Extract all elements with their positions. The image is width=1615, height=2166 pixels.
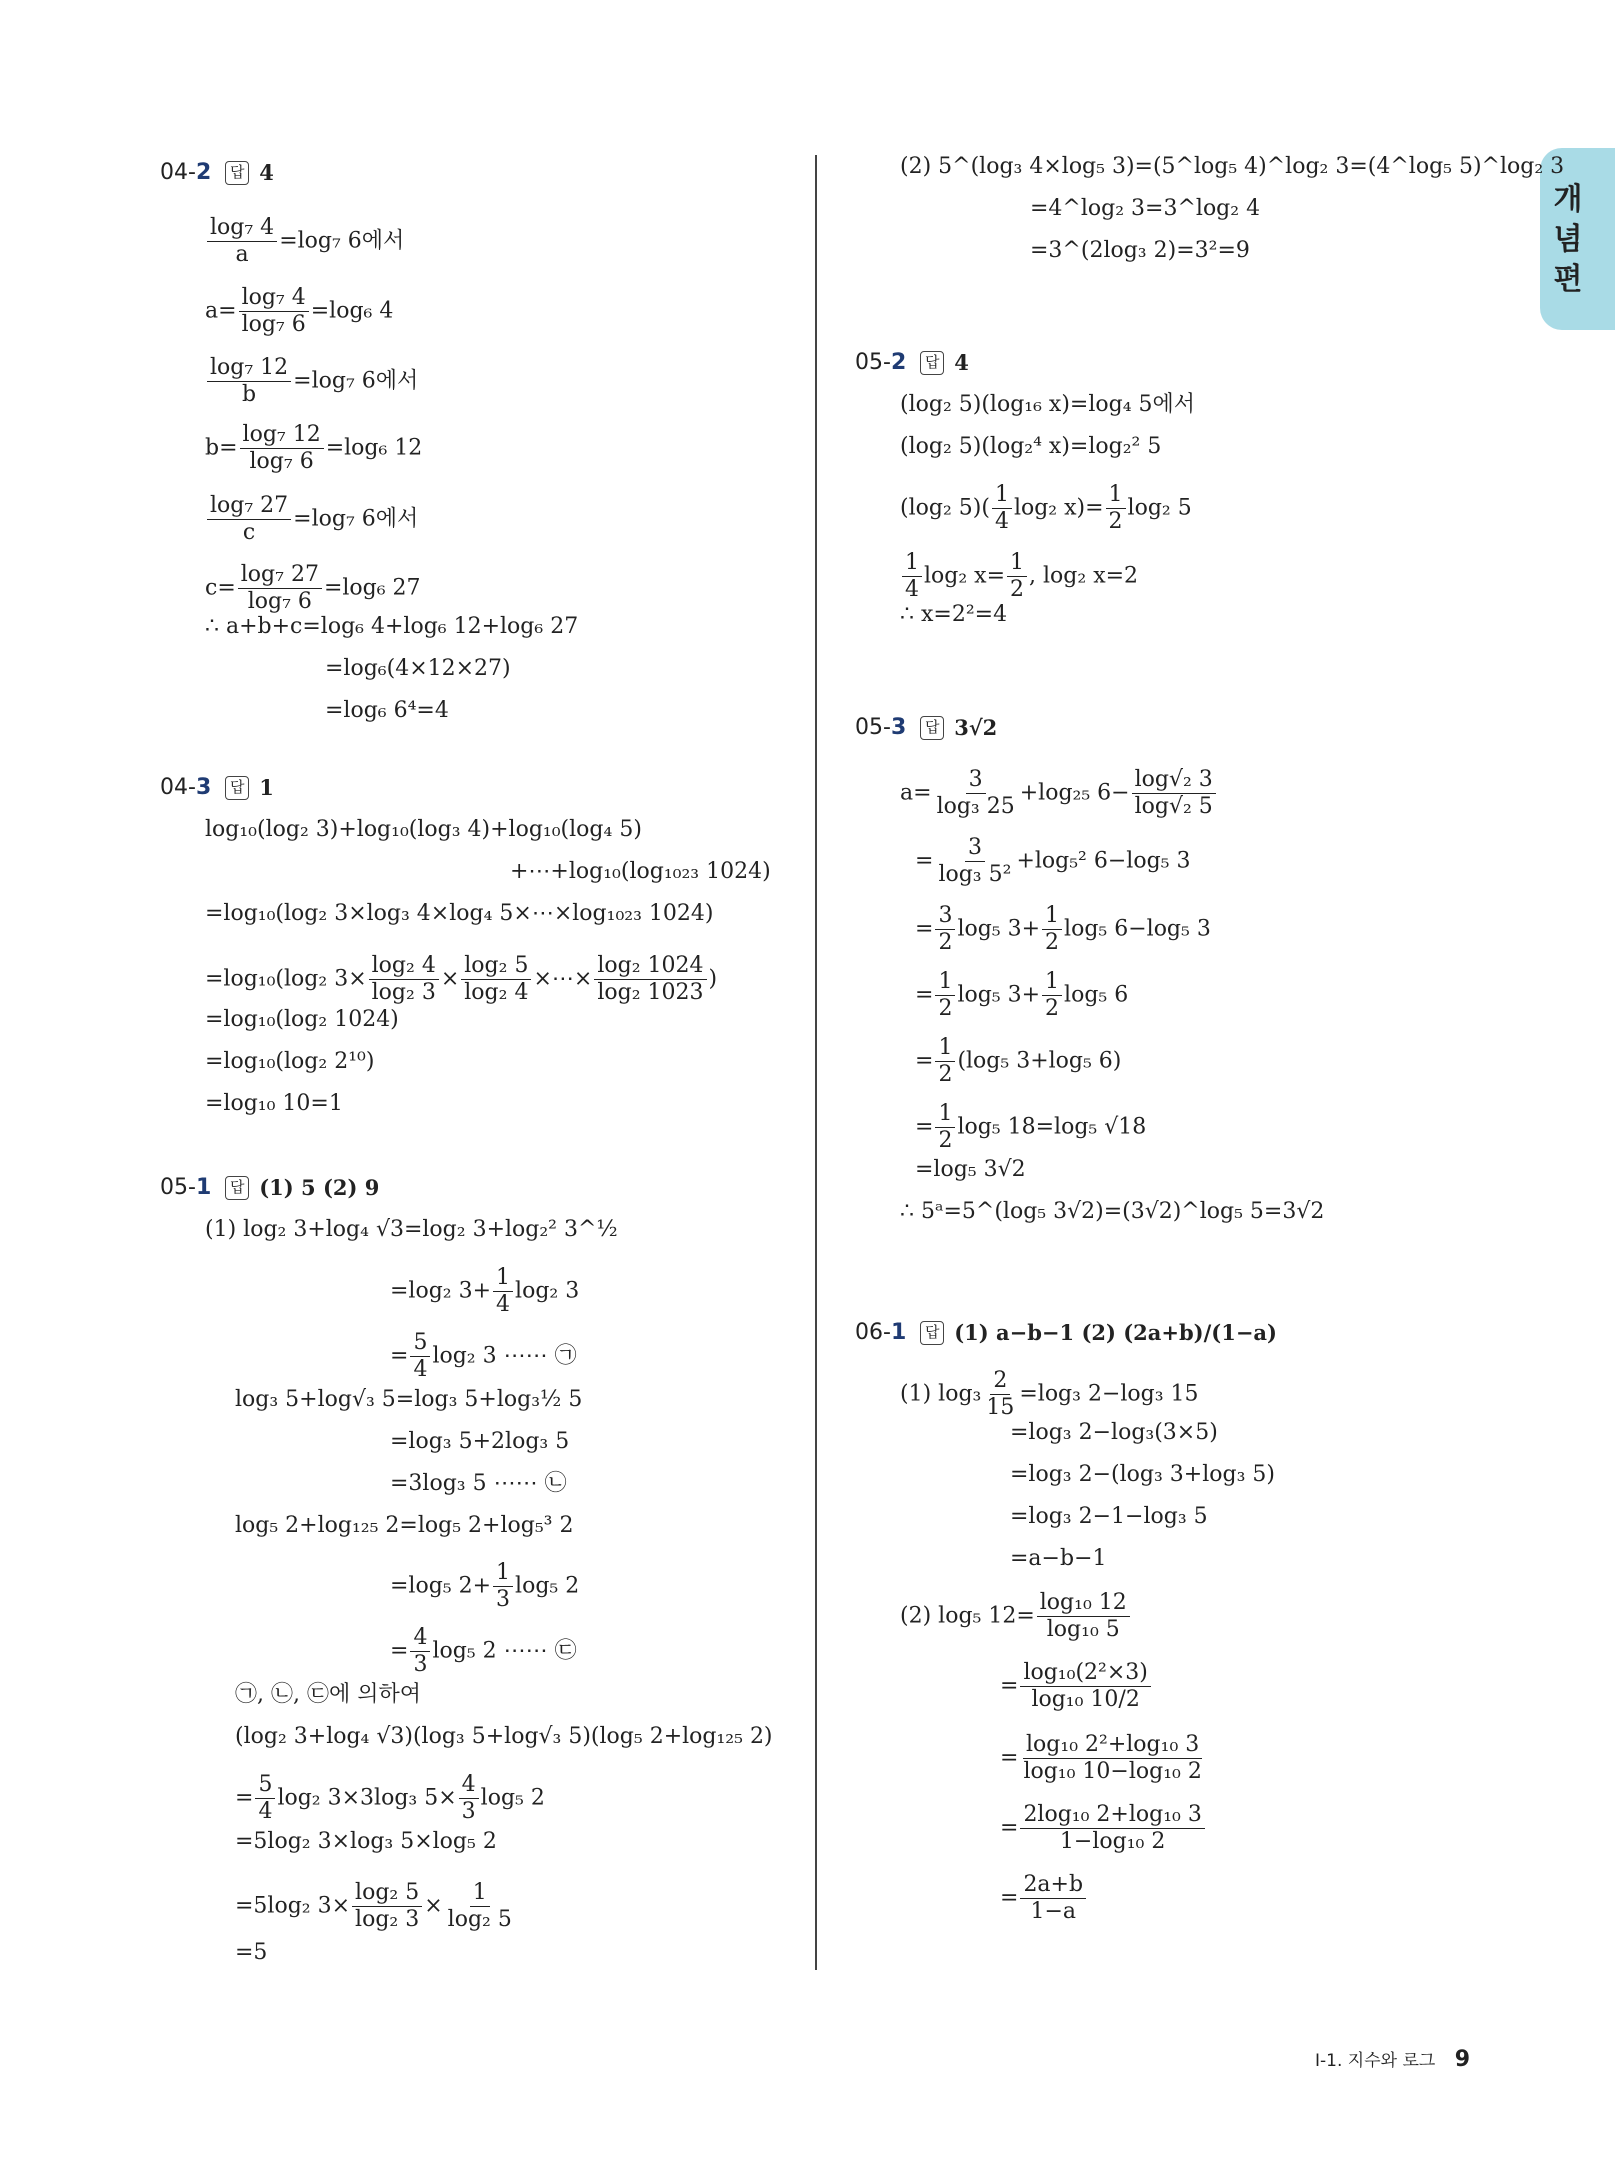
answer-value: 3√2 [954,715,998,740]
fraction-numerator: 1 [1106,482,1126,509]
problem-number [855,350,906,375]
math-text: =log₁₀(log₂ 3× [205,966,367,992]
math-text: log₅ 2 [515,1573,580,1599]
solution-line [1010,1544,1107,1574]
math-text: (log₂ 5)(log₁₆ x)=log₄ 5에서 [900,392,1196,417]
solution-line [235,1511,573,1541]
math-text: (2) log₅ 12= [900,1603,1035,1629]
solution-line [900,550,1138,603]
math-text: =4^log₂ 3=3^log₂ 4 [1030,196,1261,221]
problem-number [160,160,211,185]
fraction-denominator: 2 [1045,996,1060,1021]
problem-number-prefix: 04- [160,775,196,800]
fraction [445,1880,515,1933]
fraction-denominator: b [242,382,257,407]
problem-number [855,1320,906,1345]
math-text: = [1000,1815,1019,1841]
math-text: = [1000,1745,1019,1771]
solution-line [390,1560,579,1613]
math-text: log₅ 2 [480,1785,545,1811]
solution-line [205,1089,343,1119]
math-text: +log₅² 6−log₅ 3 [1016,848,1191,874]
solution-line [900,482,1192,535]
math-text: +log₂₅ 6− [1019,780,1130,806]
fraction-numerator: 1 [493,1265,513,1292]
math-text: =log₆(4×12×27) [325,656,511,681]
solution-line [205,355,418,408]
solution-line [900,1590,1132,1643]
math-text: c= [205,575,236,601]
fraction [935,969,955,1022]
math-text: =a−b−1 [1010,1546,1107,1571]
solution-line [205,1005,399,1035]
problem-number-prefix: 05- [855,715,891,740]
answer-badge: 답 [225,776,249,800]
fraction-numerator: 1 [992,482,1012,509]
fraction-denominator: 3 [496,1587,511,1612]
solution-line [235,1938,267,1968]
fraction-numerator: 1 [935,1101,955,1128]
math-text: log₂ x= [924,563,1006,589]
problem-header [160,160,274,185]
math-text: log₅ 6 [1064,982,1129,1008]
math-text: (log₂ 5)(log₂⁴ x)=log₂² 5 [900,434,1162,459]
solution-line [205,815,642,845]
side-tab-label: 개념편 [1553,182,1583,297]
fraction-denominator: 2 [938,930,953,955]
solution-line [325,654,511,684]
fraction-numerator: log₇ 12 [240,422,324,449]
problem-number-sub: 1 [195,1175,212,1200]
fraction-numerator: 2a+b [1020,1872,1086,1899]
math-text: =5log₂ 3×log₃ 5×log₅ 2 [235,1829,497,1854]
solution-line [1010,1418,1218,1448]
fraction-denominator: log₂ 4 [464,980,529,1005]
fraction [493,1265,513,1318]
fraction-denominator: log₂ 5 [447,1907,512,1932]
problem-number-prefix: 04- [160,160,196,185]
math-text: log₁₀(log₂ 3)+log₁₀(log₃ 4)+log₁₀(log₄ 5) [205,817,642,842]
math-text: =log₆ 4 [310,298,394,324]
fraction-numerator: log√₂ 3 [1132,767,1216,794]
footer-chapter: Ⅰ-1. 지수와 로그 [1315,2051,1436,2071]
fraction-denominator: 3 [413,1652,428,1677]
solution-line [390,1625,577,1678]
fraction-numerator: 1 [1007,550,1027,577]
fraction-denominator: 2 [1045,930,1060,955]
fraction [493,1560,513,1613]
fraction-numerator: 4 [459,1772,479,1799]
math-text: b= [205,435,238,461]
fraction [1020,1872,1086,1925]
fraction-denominator: 2 [1010,577,1025,602]
math-text: =log₇ 6에서 [293,506,419,532]
fraction-numerator: 1 [1042,903,1062,930]
answer-badge: 답 [920,351,944,375]
math-text: =log₆ 27 [323,575,421,601]
solution-line [900,767,1218,820]
fraction-numerator: log₂ 4 [369,953,439,980]
fraction [992,482,1012,535]
fraction [207,215,277,268]
answer-value: 4 [259,160,274,185]
fraction-numerator: log₁₀ 12 [1037,1590,1130,1617]
problem-number [855,715,906,740]
fraction-numerator: log₇ 12 [207,355,291,382]
math-text: log₂ 3 ⋯⋯ ㉠ [432,1343,577,1369]
solution-line [390,1330,577,1383]
fraction [1037,1590,1130,1643]
solution-line [235,1722,773,1752]
solution-line [235,1680,421,1710]
fraction-denominator: log₁₀ 10/2 [1031,1687,1140,1712]
fraction-numerator: 1 [470,1880,490,1907]
problem-number-prefix: 06- [855,1320,891,1345]
fraction-denominator: 2 [938,1062,953,1087]
answer-value: (1) a−b−1 (2) (2a+b)/(1−a) [954,1320,1277,1345]
math-text: × [440,966,460,992]
solution-line [915,969,1128,1022]
fraction-denominator: log√₂ 5 [1134,794,1213,819]
fraction-denominator: 2 [938,1128,953,1153]
fraction [1020,1732,1204,1785]
fraction-denominator: 4 [413,1357,428,1382]
math-text: = [915,982,934,1008]
math-text: log₂ x)= [1013,495,1104,521]
fraction-numerator: log₇ 27 [238,562,322,589]
fraction-numerator: log₂ 5 [461,953,531,980]
math-text: = [915,1114,934,1140]
fraction [1020,1660,1150,1713]
solution-line [205,493,418,546]
math-text: ∴ 5ᵃ=5^(log₅ 3√2)=(3√2)^log₅ 5=3√2 [900,1199,1325,1224]
math-text: log₅ 2+log₁₂₅ 2=log₅ 2+log₅³ 2 [235,1513,574,1538]
fraction-denominator: 3 [461,1799,476,1824]
fraction [255,1772,275,1825]
problem-number-sub: 2 [890,350,907,375]
fraction [459,1772,479,1825]
fraction-denominator: 4 [905,577,919,602]
math-text: =log₃ 2−1−log₃ 5 [1010,1504,1208,1529]
solution-line [1000,1802,1207,1855]
solution-line [205,1047,374,1077]
answer-badge: 답 [225,1176,249,1200]
math-text: =log₅ 3√2 [915,1157,1026,1182]
fraction-numerator: 2 [990,1368,1010,1395]
math-text: = [235,1785,254,1811]
fraction [207,355,291,408]
solution-line [915,1035,1121,1088]
page-number: 9 [1454,2047,1471,2072]
fraction-denominator: 2 [938,996,953,1021]
math-text: =log₃ 2−(log₃ 3+log₃ 5) [1010,1462,1275,1487]
math-text: log₂ 3×3log₃ 5× [277,1785,457,1811]
fraction [1106,482,1126,535]
fraction-denominator: c [242,520,256,545]
fraction-numerator: 1 [493,1560,513,1587]
fraction-numerator: 3 [935,903,955,930]
math-text: (log₂ 5)( [900,495,990,521]
fraction-denominator: log₃ 25 [936,794,1015,819]
problem-number-sub: 3 [890,715,907,740]
solution-line [1010,1502,1208,1532]
problem-header [160,1175,379,1200]
solution-line [205,562,421,615]
solution-line [205,953,717,1006]
math-text: =log₃ 2−log₃ 15 [1019,1381,1199,1407]
solution-line [235,1772,545,1825]
fraction-numerator: log₇ 4 [207,215,277,242]
problem-header [160,775,274,800]
fraction-denominator: log₁₀ 10−log₁₀ 2 [1023,1759,1202,1784]
solution-line [510,857,771,887]
fraction-denominator: 4 [258,1799,273,1824]
fraction-numerator: 3 [965,835,985,862]
fraction [410,1330,430,1383]
math-text: =3^(2log₃ 2)=3²=9 [1030,238,1250,263]
math-text: =log₆ 12 [325,435,423,461]
problem-number-sub: 3 [195,775,212,800]
math-text: = [1000,1673,1019,1699]
problem-header [855,1320,1277,1345]
math-text: +⋯+log₁₀(log₁₀₂₃ 1024) [510,859,771,884]
math-text: =5log₂ 3× [235,1893,351,1919]
fraction-numerator: log₇ 4 [239,285,309,312]
solution-line [235,1385,582,1415]
fraction-denominator: log₇ 6 [241,312,306,337]
fraction-denominator: log₁₀ 5 [1046,1617,1120,1642]
fraction-numerator: log₁₀ 2²+log₁₀ 3 [1023,1732,1202,1759]
solution-line [900,600,1007,630]
solution-line [205,899,713,929]
problem-number [160,1175,211,1200]
solution-line [1000,1872,1088,1925]
math-text: = [915,848,934,874]
fraction-denominator: 4 [496,1292,511,1317]
math-text: =log₂ 3+ [390,1278,492,1304]
math-text: a= [205,298,237,324]
fraction [240,422,324,475]
math-text: =log₃ 2−log₃(3×5) [1010,1420,1218,1445]
math-text: × [424,1893,443,1919]
solution-line [205,1215,618,1245]
solution-line [915,1101,1146,1154]
problem-header [855,715,997,740]
math-text: ∴ a+b+c=log₆ 4+log₆ 12+log₆ 27 [205,614,579,639]
math-text: log₃ 5+log√₃ 5=log₃ 5+log₃½ 5 [235,1387,583,1412]
math-text: =log₅ 2+ [390,1573,492,1599]
solution-line [900,152,1564,182]
fraction-numerator: 2log₁₀ 2+log₁₀ 3 [1020,1802,1204,1829]
fraction-denominator: log₂ 3 [371,980,436,1005]
math-text: (log₅ 3+log₅ 6) [957,1048,1122,1074]
fraction-numerator: 1 [935,1035,955,1062]
fraction [935,903,955,956]
solution-line [1030,194,1260,224]
fraction [1007,550,1027,603]
fraction-numerator: log₇ 27 [207,493,291,520]
fraction [1042,903,1062,956]
math-text: = [390,1343,409,1369]
math-text: (1) log₃ [900,1381,982,1407]
fraction-denominator: log₃ 5² [938,862,1012,887]
fraction [935,1101,955,1154]
math-text: =log₁₀ 10=1 [205,1091,343,1116]
fraction-numerator: 1 [1042,969,1062,996]
fraction-denominator: a [235,242,249,267]
answer-value: 4 [954,350,969,375]
fraction-numerator: 5 [255,1772,275,1799]
math-text: =log₃ 5+2log₃ 5 [390,1429,570,1454]
solution-line [1000,1660,1153,1713]
fraction-numerator: 5 [410,1330,430,1357]
math-text: ) [708,966,718,992]
solution-line [915,1155,1026,1185]
solution-line [390,1469,567,1499]
fraction-denominator: log₇ 6 [249,449,314,474]
math-text: (log₂ 3+log₄ √3)(log₃ 5+log√₃ 5)(log₅ 2+log₁₂₅ 2) [235,1724,773,1749]
math-text: = [1000,1885,1019,1911]
solution-line [205,612,578,642]
problem-number-sub: 2 [195,160,212,185]
fraction-denominator: 1−a [1030,1899,1077,1924]
fraction [1132,767,1216,820]
solution-line [235,1880,517,1933]
math-text: =3log₃ 5 ⋯⋯ ㉡ [390,1471,567,1496]
answer-badge: 답 [920,716,944,740]
fraction-denominator: 15 [986,1395,1015,1420]
fraction-numerator: log₂ 5 [352,1880,422,1907]
fraction-denominator: 1−log₁₀ 2 [1059,1829,1166,1854]
solution-line [915,903,1211,956]
math-text: =log₁₀(log₂ 3×log₃ 4×log₄ 5×⋯×log₁₀₂₃ 1024) [205,901,714,926]
fraction [352,1880,422,1933]
fraction [239,285,309,338]
math-text: , log₂ x=2 [1029,563,1139,589]
solution-line [1030,236,1250,266]
fraction-numerator: 4 [410,1625,430,1652]
fraction [410,1625,430,1678]
fraction [369,953,439,1006]
fraction-numerator: log₂ 1024 [594,953,706,980]
fraction-numerator: 1 [902,550,922,577]
math-text: log₅ 3+ [957,982,1041,1008]
math-text: =log₇ 6에서 [293,368,419,394]
solution-line [1000,1732,1207,1785]
fraction [238,562,322,615]
math-text: log₅ 6−log₅ 3 [1064,916,1211,942]
fraction [461,953,531,1006]
solution-line [900,432,1161,462]
math-text: = [390,1638,409,1664]
fraction-denominator: log₇ 6 [247,589,312,614]
page-footer [1315,2046,1470,2072]
answer-value: 1 [259,775,274,800]
math-text: (2) 5^(log₃ 4×log₅ 3)=(5^log₅ 4)^log₂ 3=(4^log₅ 5)^log₂ 3 [900,154,1565,179]
fraction-numerator: log₁₀(2²×3) [1020,1660,1150,1687]
math-text: (1) log₂ 3+log₄ √3=log₂ 3+log₂² 3^½ [205,1217,618,1242]
math-text: =log₁₀(log₂ 2¹⁰) [205,1049,375,1074]
math-text: = [915,1048,934,1074]
math-text: a= [900,780,932,806]
fraction [935,835,1014,888]
math-text: ×⋯× [533,966,593,992]
fraction [902,550,922,603]
fraction [594,953,706,1006]
math-text: =5 [235,1940,268,1965]
math-text: ㉠, ㉡, ㉢에 의하여 [235,1682,421,1707]
math-text: log₅ 2 ⋯⋯ ㉢ [432,1638,577,1664]
fraction [934,767,1018,820]
fraction-numerator: 1 [935,969,955,996]
solution-line [390,1427,569,1457]
solution-line [235,1827,497,1857]
solution-line [915,835,1190,888]
math-text: =log₇ 6에서 [279,228,405,254]
answer-value: (1) 5 (2) 9 [259,1175,380,1200]
math-text: =log₁₀(log₂ 1024) [205,1007,399,1032]
math-text: log₂ 5 [1127,495,1192,521]
math-text: log₅ 18=log₅ √18 [957,1114,1147,1140]
math-text: log₅ 3+ [957,916,1041,942]
problem-number-sub: 1 [890,1320,907,1345]
solution-line [900,1368,1199,1421]
fraction [935,1035,955,1088]
problem-number-prefix: 05- [160,1175,196,1200]
math-text: log₂ 3 [515,1278,580,1304]
problem-number [160,775,211,800]
solution-line [205,215,404,268]
solution-line [325,696,449,726]
answer-badge: 답 [920,1321,944,1345]
fraction-denominator: log₂ 1023 [597,980,704,1005]
solution-line [205,285,393,338]
solution-line [205,422,422,475]
math-text: ∴ x=2²=4 [900,602,1008,627]
answer-badge: 답 [225,161,249,185]
problem-header [855,350,969,375]
fraction [1042,969,1062,1022]
column-divider [815,155,817,1970]
fraction [983,1368,1017,1421]
fraction-denominator: 2 [1108,509,1123,534]
solution-line [390,1265,579,1318]
fraction-numerator: 3 [966,767,986,794]
fraction-denominator: 4 [994,509,1009,534]
solution-line [900,390,1195,420]
solution-line [1010,1460,1275,1490]
fraction [1020,1802,1204,1855]
problem-number-prefix: 05- [855,350,891,375]
math-text: = [915,916,934,942]
fraction [207,493,291,546]
fraction-denominator: log₂ 3 [355,1907,420,1932]
solution-line [900,1197,1324,1227]
math-text: =log₆ 6⁴=4 [325,698,449,723]
